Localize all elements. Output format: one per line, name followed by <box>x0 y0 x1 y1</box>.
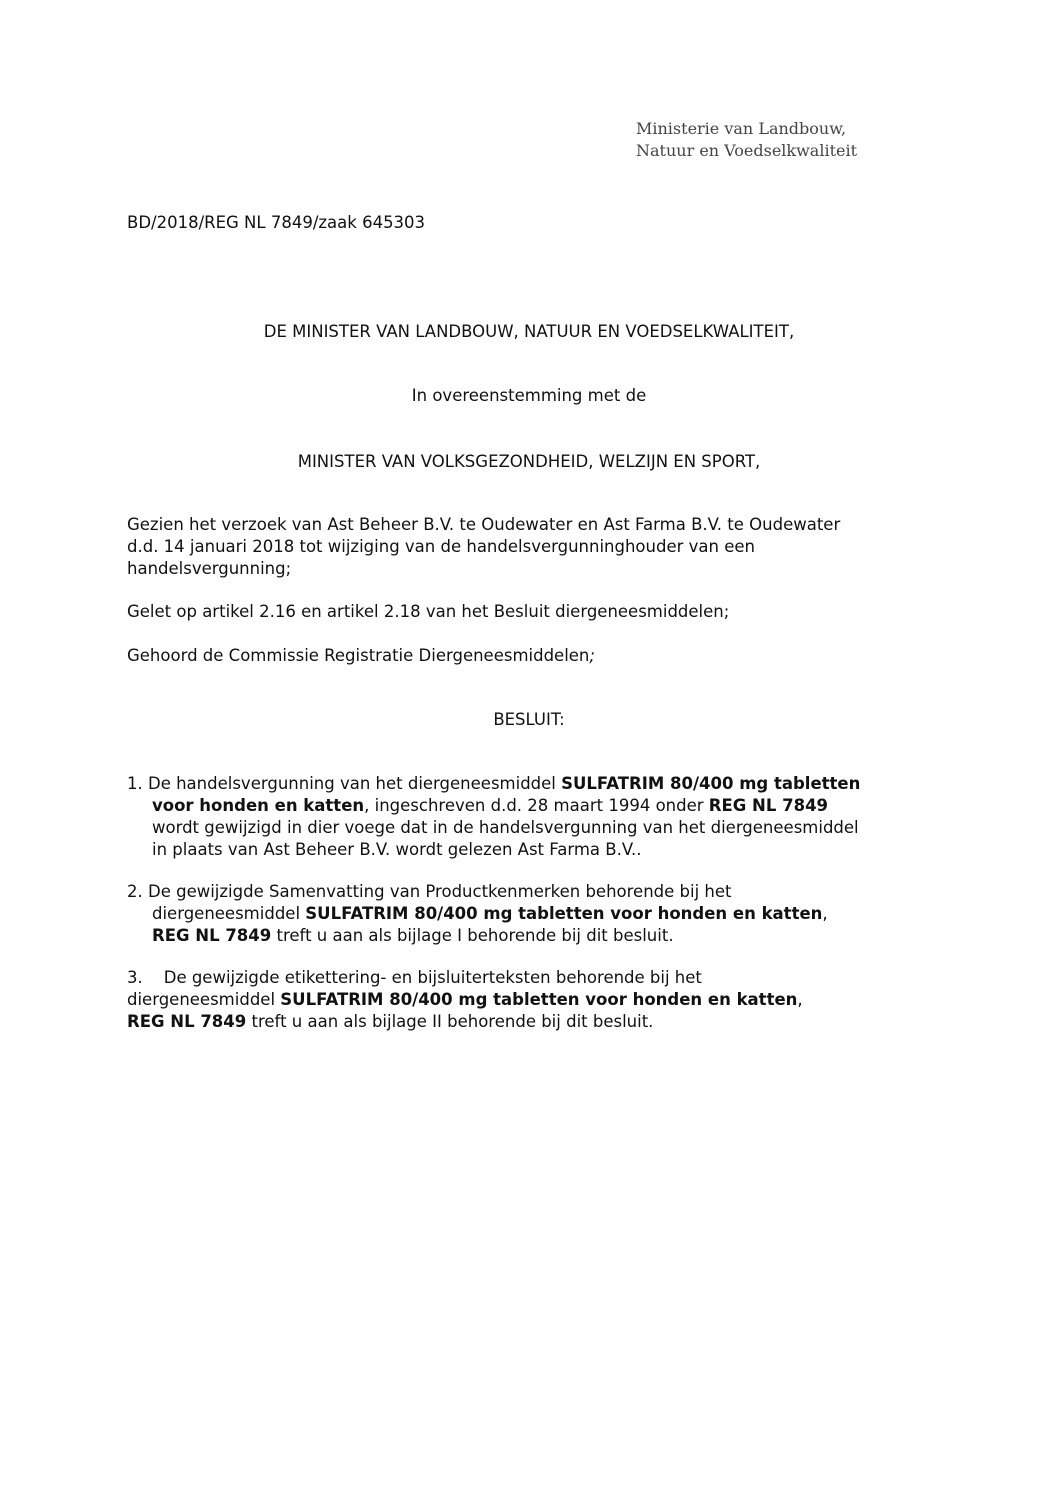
decision-1-line-1 <box>127 773 933 795</box>
decision-1-line-4: in plaats van Ast Beheer B.V. wordt gelezen Ast Farma B.V.. <box>152 840 642 859</box>
decision-2-text-d: treft u aan als bijlage I behorende bij dit besluit. <box>271 926 674 945</box>
gezien-line-1: Gezien het verzoek van Ast Beheer B.V. te Oudewater en Ast Farma B.V. te Oudewater <box>127 515 841 534</box>
decision-1-text-b: , ingeschreven d.d. 28 maart 1994 onder <box>364 796 709 815</box>
decision-2-line-1 <box>127 881 933 903</box>
decision-3-number: 3. <box>127 968 143 987</box>
consideration-gelet <box>127 601 933 623</box>
decision-item-2 <box>127 881 933 947</box>
gehoord-end: ; <box>589 646 595 665</box>
consideration-gezien <box>127 514 933 580</box>
decision-3-reg-number: REG NL 7849 <box>127 1012 247 1031</box>
consideration-gehoord <box>127 645 933 667</box>
gehoord-line <box>127 645 933 667</box>
decision-item-1 <box>127 773 933 861</box>
heading-minister-landbouw: DE MINISTER VAN LANDBOUW, NATUUR EN VOEDSELKWALITEIT, <box>263 322 795 341</box>
decision-2-text-a: De gewijzigde Samenvatting van Productkenmerken behorende bij het <box>148 882 732 901</box>
decision-3-line-1 <box>127 967 933 989</box>
decision-3-product-name: SULFATRIM 80/400 mg tabletten voor honden en katten <box>280 990 798 1009</box>
letterhead-line-1: Ministerie van Landbouw, <box>636 119 847 138</box>
decision-2-line-3 <box>127 925 933 947</box>
decision-2-product-name: SULFATRIM 80/400 mg tabletten voor honden en katten <box>305 904 823 923</box>
decision-1-line-2 <box>127 795 933 817</box>
decision-1-text-a: De handelsvergunning van het diergeneesmiddel <box>148 774 562 793</box>
decision-1-product-target: voor honden en katten <box>152 796 365 815</box>
gezien-line-2: d.d. 14 januari 2018 tot wijziging van de handelsvergunninghouder van een <box>127 537 755 556</box>
decision-2-reg-number: REG NL 7849 <box>152 926 272 945</box>
decision-1-number: 1. <box>127 774 143 793</box>
decision-1-product-name: SULFATRIM 80/400 mg tabletten <box>561 774 861 793</box>
heading-minister-vws: MINISTER VAN VOLKSGEZONDHEID, WELZIJN EN SPORT, <box>297 452 761 471</box>
decision-3-text-c: , <box>797 990 803 1009</box>
decision-item-3 <box>127 967 933 1033</box>
letterhead-line-2: Natuur en Voedselkwaliteit <box>636 141 858 160</box>
gezien-line-3: handelsvergunning; <box>127 559 292 578</box>
decision-1-reg-number: REG NL 7849 <box>708 796 829 815</box>
gehoord-text: Gehoord de Commissie Registratie Diergeneesmiddelen <box>127 646 590 665</box>
decision-3-line-2 <box>127 989 933 1011</box>
decision-2-text-c: , <box>822 904 828 923</box>
gelet-line: Gelet op artikel 2.16 en artikel 2.18 van het Besluit diergeneesmiddelen; <box>127 602 730 621</box>
decision-1-line-3: wordt gewijzigd in dier voege dat in de handelsvergunning van het diergeneesmiddel <box>152 818 859 837</box>
agreement-line: In overeenstemming met de <box>411 386 647 405</box>
decision-3-text-b: diergeneesmiddel <box>127 990 281 1009</box>
decision-3-line-3 <box>127 1011 933 1033</box>
reference-number: BD/2018/REG NL 7849/zaak 645303 <box>127 213 426 232</box>
besluit-heading: BESLUIT: <box>493 710 565 729</box>
decision-2-line-2 <box>127 903 933 925</box>
ministry-letterhead <box>636 118 857 162</box>
decision-2-number: 2. <box>127 882 143 901</box>
decision-2-text-b: diergeneesmiddel <box>152 904 306 923</box>
decision-3-text-a: De gewijzigde etikettering- en bijsluiterteksten behorende bij het <box>163 968 702 987</box>
decision-3-text-d: treft u aan als bijlage II behorende bij dit besluit. <box>246 1012 654 1031</box>
